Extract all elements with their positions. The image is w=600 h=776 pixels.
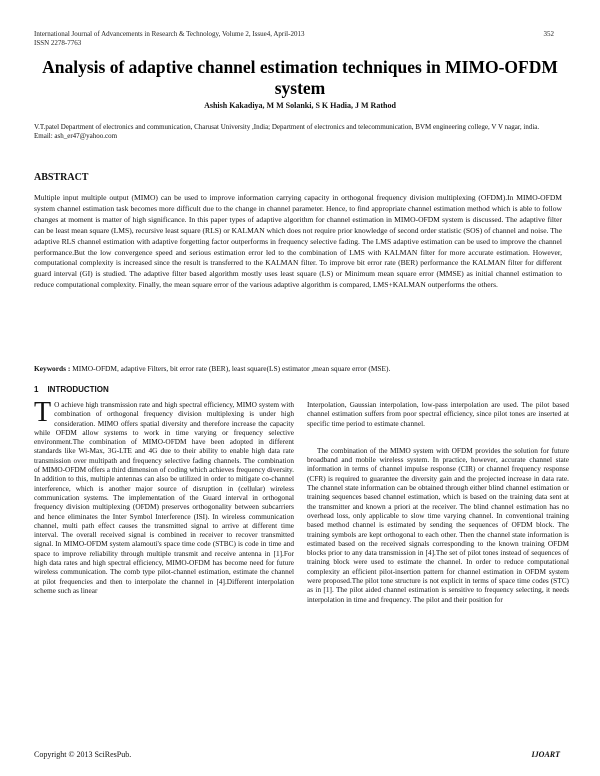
intro-paragraph [34,397,294,595]
keywords-label: Keywords : [34,364,71,373]
affiliations-block [34,123,560,141]
drop-cap: T [34,397,52,428]
author-list: Ashish Kakadiya, M M Solanki, S K Hadia, J M Rathod [204,101,396,110]
keywords-line [34,364,562,373]
section-title: INTRODUCTION [47,385,109,394]
left-column [34,397,294,595]
journal-line: International Journal of Advancements in Research & Technology, Volume 2, Issue4, April-2013 [34,30,305,38]
section-heading [34,385,118,394]
email: Email: ash_er47@yahoo.com [34,132,118,141]
journal-abbrev: IJOART [531,750,560,759]
page-number: 352 [543,30,554,38]
abstract-text: Multiple input multiple output (MIMO) can be used to improve information carrying capacity in orthogonal frequency division multiplexing (OFDM).In MIMO-OFDM system channel estimation task becomes more difficult due to the change in channel parameter. Hence, to find appropriate channel estimation method which is able to follow changes at moment is matter of high significance. In this paper types of adaptive algorithm for channel estimation in MIMO-OFDM system is discussed. The adaptive filter can be least mean square (LMS), recursive least square (RLS) or KALMAN which does not require prior knowledge of second order statistic (SOS) of channel and noise. The adaptive RLS channel estimation with adaptive forgetting factor outperforms in frequency selective fading. The LMS adaptive estimation can be used to improve the channel performance.But the low convergence speed and serious estimation error led to the combination of LMS with KALMAN filter for more accurate estimation. However, computational complexity is increased since the result is transferred to the KALMAN filter. To improve bit error rate (BER) performance the KALMAN filter for different guard interval (GI) is studied. The adaptive filter based algorithm mostly uses least square (LS) or Minimum mean square error (MMSE) as initial channel estimation to reduce computational complexity. Finally, the mean square error of the various adaptive algorithm is compared, LMS+KALMAN outperforms the others. [34,193,562,290]
right-column [307,400,569,604]
keywords-text: MIMO-OFDM, adaptive Filters, bit error rate (BER), least square(LS) estimator ,mean square error (MSE). [72,364,391,373]
right-paragraph-1: Interpolation, Gaussian interpolation, low-pass interpolation are used. The pilot based channel estimation suffers from poor spectral efficiency, since pilot tones are inserted at specific time period to estimate channel. [307,400,569,428]
intro-text: O achieve high transmission rate and high spectral efficiency, MIMO system with combination of orthogonal frequency division multiplexing is under high consideration. MIMO offers spatial diversity and therefore increase the capacity while OFDM allow systems to work in time varying or frequency selective environment.The combination of MIMO-OFDM have been adopted in different standards like Wi-Max, 3G-LTE and 4G due to their ability to enable high data rate transmission over multipath and frequency selective fading channels. The combination of MIMO-OFDM offers a third dimension of coding which achieves frequency diversity. In addition to this, multiple antennas can also be utilized in order to mitigate co-channel interference, which is another major source of disruption in (cellular) wireless communication systems. The implementation of the Guard interval in orthogonal frequency division multiplexing (OFDM) preserves orthogonality between subcarriers and hence eliminates the Inter Symbol Interference (ISI). In wireless communication channel, multi path effect causes the transmitted signal to arrive at different time interval. The overall received signal is combined in receiver to recover transmitted signal. In MIMO-OFDM system alamouti's space time code (STBC) is code in time and space to improve reliability through multiple transmit and receive antenna in [1].For high data rates and high spectral efficiency, MIMO-OFDM has become need for future wireless communication. The comb type pilot-channel estimation, estimate the channel at pilot frequencies and then to interpolate the channel in [4].Different interpolation scheme such as linear [34,400,294,595]
issn: ISSN 2278-7763 [34,39,82,47]
paper-title: Analysis of adaptive channel estimation techniques in MIMO-OFDM system [42,57,558,98]
section-number: 1 [34,385,39,394]
page-footer [34,750,560,759]
running-header [34,30,554,48]
abstract-heading: ABSTRACT [34,172,89,183]
affiliations: V.T.patel Department of electronics and communication, Charusat University ,India; Department of electronics and telecommunication, BVM engineering college, V V nagar, india. [34,123,540,131]
right-paragraph-2: The combination of the MIMO system with OFDM provides the solution for future broadband and mobile wireless system. In practice, however, accurate channel state information in terms of channel impulse response (CIR) or channel frequency response (CFR) is required to guarantee the diversity gain and the projected increase in data rate. The channel state information can be obtained through either blind channel estimation or training sequences based channel estimation, which is based on the training data sent at the transmitter and known a priori at the receiver. The blind channel estimation has no overhead loss, only applicable to slow time varying channel. In conventional training based method channel is estimated by sending the sequences of OFDM block. The training symbols are kept orthogonal to each other. Then the channel state information is estimated based on the received signals corresponding to the known training OFDM blocks prior to any data transmission in [4].The set of pilot tones instead of sequences of training block were used to estimate the channel. In order to reduce computational complexity an efficient pilot-insertion pattern for channel estimation in OFDM system were proposed.The pilot tone structure is not explicit in terms of space time codes (STC) as in [1]. The pilot aided channel estimation is sensitive to frequency selecting, it needs interpolation in time and frequency. The pilot and their position for [307,445,569,604]
copyright: Copyright © 2013 SciResPub. [34,750,132,759]
